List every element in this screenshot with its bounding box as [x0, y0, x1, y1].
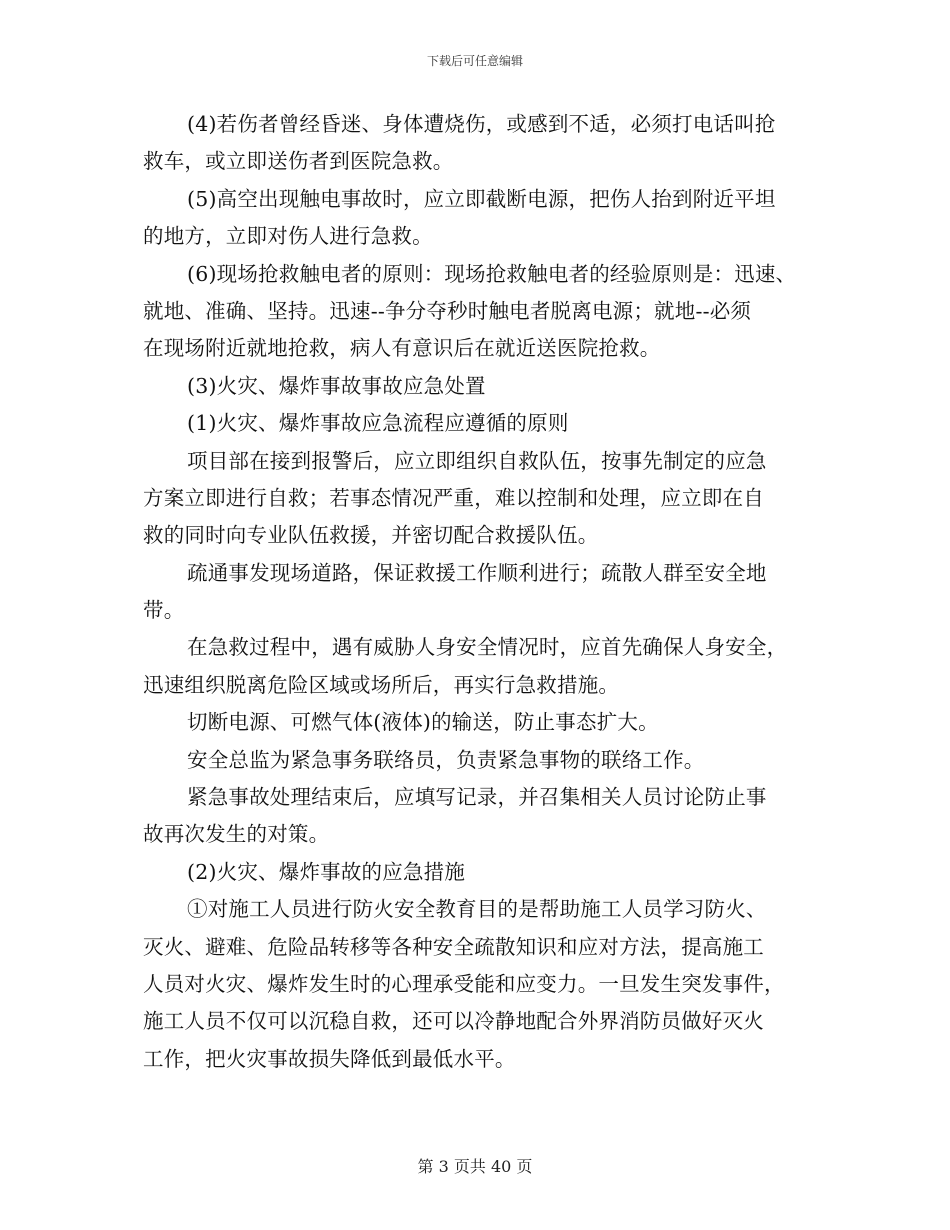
paragraph-line: (5)高空出现触电事故时，应立即截断电源，把伤人抬到附近平坦: [187, 186, 776, 211]
paragraph-line: ①对施工人员进行防火安全教育目的是帮助施工人员学习防火、: [187, 897, 767, 922]
document-body: [143, 106, 833, 1078]
paragraph-line: 带。: [143, 598, 185, 623]
paragraph-line: 就地、准确、坚持。迅速--争分夺秒时触电者脱离电源；就地--必须: [143, 298, 752, 323]
paragraph-line: 在现场附近就地抢救，病人有意识后在就近送医院抢救。: [143, 336, 661, 361]
paragraph-line: 安全总监为紧急事务联络员，负责紧急事物的联络工作。: [187, 747, 705, 772]
paragraph-line: 施工人员不仅可以沉稳自救，还可以冷静地配合外界消防员做好灭火: [143, 1009, 764, 1034]
paragraph-line: 的地方，立即对伤人进行急救。: [143, 224, 433, 249]
subsection-heading: (2)火灾、爆炸事故的应急措施: [187, 859, 466, 884]
paragraph-line: 疏通事发现场道路，保证救援工作顺利进行；疏散人群至安全地: [187, 560, 767, 585]
paragraph-line: 人员对火灾、爆炸发生时的心理承受能和应变力。一旦发生突发事件，: [143, 971, 785, 996]
paragraph-line: 救的同时向专业队伍救援，并密切配合救援队伍。: [143, 523, 599, 548]
paragraph-line: 方案立即进行自救；若事态情况严重，难以控制和处理，应立即在自: [143, 485, 764, 510]
section-heading: (3)火灾、爆炸事故事故应急处置: [187, 373, 486, 398]
paragraph-line: 灭火、避难、危险品转移等各种安全疏散知识和应对方法，提高施工: [143, 934, 764, 959]
page-number: 第 3 页共 40 页: [417, 1157, 533, 1176]
paragraph-line: 切断电源、可燃气体(液体)的输送，防止事态扩大。: [187, 710, 659, 735]
paragraph-line: 故再次发生的对策。: [143, 822, 330, 847]
paragraph-line: 救车，或立即送伤者到医院急救。: [143, 149, 454, 174]
paragraph-line: 项目部在接到报警后，应立即组织自救队伍，按事先制定的应急: [187, 448, 767, 473]
paragraph-line: (6)现场抢救触电者的原则：现场抢救触电者的经验原则是：迅速、: [187, 261, 797, 286]
page-header: 下载后可任意编辑: [426, 54, 523, 68]
subsection-heading: (1)火灾、爆炸事故应急流程应遵循的原则: [187, 411, 569, 436]
paragraph-line: 在急救过程中，遇有威胁人身安全情况时，应首先确保人身安全，: [187, 635, 788, 660]
paragraph-line: 紧急事故处理结束后，应填写记录，并召集相关人员讨论防止事: [187, 785, 767, 810]
paragraph-line: (4)若伤者曾经昏迷、身体遭烧伤，或感到不适，必须打电话叫抢: [187, 112, 776, 136]
paragraph-line: 迅速组织脱离危险区域或场所后，再实行急救措施。: [143, 672, 620, 697]
paragraph-line: 工作，把火灾事故损失降低到最低水平。: [143, 1046, 516, 1071]
